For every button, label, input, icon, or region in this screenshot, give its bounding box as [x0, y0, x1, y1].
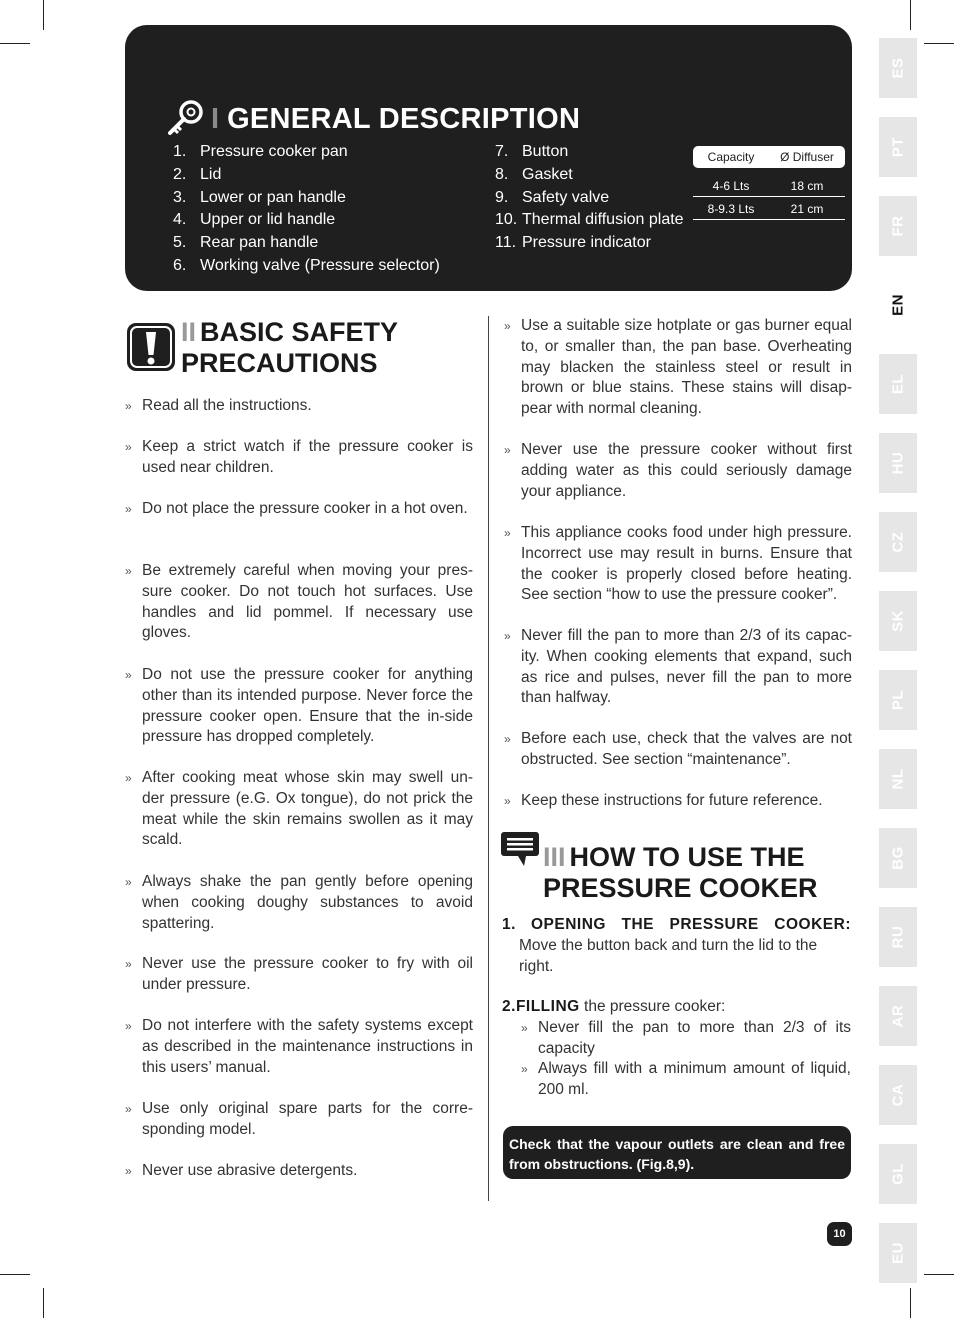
list-item: » Be extremely careful when moving your pres-sure cooker. Do not touch hot surfaces. Use handles and lid pommel. If necessary use gloves.: [125, 562, 473, 642]
language-tab-pt[interactable]: PT: [879, 117, 917, 177]
section-title: HOW TO USE THE: [569, 842, 805, 872]
list-item: 10. Thermal diffusion plate: [495, 211, 684, 229]
table-header: Capacity Ø Diffuser: [693, 146, 845, 168]
language-tab-ru[interactable]: RU: [879, 907, 917, 967]
general-description-panel: [125, 25, 852, 291]
safety-heading: [125, 317, 398, 379]
language-tab-eu[interactable]: EU: [879, 1223, 917, 1283]
section-number: I: [211, 102, 220, 135]
table-row: 4-6 Lts 18 cm: [693, 174, 845, 197]
howto-heading: [500, 830, 818, 904]
section-title: GENERAL DESCRIPTION: [227, 102, 581, 135]
list-item: » This appliance cooks food under high pressure. Incorrect use may result in burns. Ensure that the cooker is properly closed before heating. See section “how to use the pressure cooker”.: [504, 524, 852, 604]
table-row: 8-9.3 Lts 21 cm: [693, 197, 845, 220]
list-item: » Never use the pressure cooker to fry with oil under pressure.: [125, 955, 473, 993]
section-number: II: [181, 317, 197, 347]
key-icon: [165, 99, 205, 139]
language-tab-es[interactable]: ES: [879, 38, 917, 98]
section-title-line2: PRESSURE COOKER: [543, 873, 818, 903]
list-item: » Do not use the pressure cooker for anything other than its intended purpose. Never force the pressure cooker open. Ensure that the in-side pressure has dropped completely.: [125, 666, 473, 746]
step-filling: 2.FILLING the pressure cooker:: [502, 998, 726, 1015]
language-tab-bg[interactable]: BG: [879, 828, 917, 888]
list-item: 7. Button: [495, 143, 569, 160]
list-item: » Never use abrasive detergents.: [125, 1162, 358, 1179]
general-description-heading: [165, 99, 580, 139]
crop-mark: [910, 0, 911, 30]
language-tab-sk[interactable]: SK: [879, 591, 917, 651]
list-item: 1. Pressure cooker pan: [173, 143, 348, 160]
speech-bubble-icon: [500, 830, 540, 868]
parts-list-right: [495, 141, 684, 255]
list-item: » Use only original spare parts for the corre-sponding model.: [125, 1100, 473, 1138]
list-item: » Before each use, check that the valves are not obstructed. See section “maintenance”.: [504, 730, 852, 768]
language-tab-hu[interactable]: HU: [879, 433, 917, 493]
language-tab-en[interactable]: EN: [879, 275, 917, 335]
list-item: 6. Working valve (Pressure selector): [173, 256, 440, 274]
warning-icon: [125, 321, 177, 373]
language-tab-cz[interactable]: CZ: [879, 512, 917, 572]
crop-mark: [924, 1274, 954, 1275]
list-item: » Always shake the pan gently before opening when cooking doughy substances to avoid spattering.: [125, 873, 473, 932]
language-tab-fr[interactable]: FR: [879, 196, 917, 256]
list-item: » Never use the pressure cooker without first adding water as this could seriously damage your appliance.: [504, 441, 852, 500]
section-title: BASIC SAFETY: [200, 317, 399, 347]
list-item: » Never fill the pan to more than 2/3 of its capac-ity. When cooking elements that expand, such as rice and pulses, never fill the pan to more than halfway.: [504, 627, 852, 707]
step-opening: 1. OPENING THE PRESSURE COOKER: Move the button back and turn the lid to the right.: [502, 916, 851, 975]
crop-mark: [910, 1288, 911, 1318]
list-item: 11. Pressure indicator: [495, 234, 651, 252]
list-item: » Keep these instructions for future reference.: [504, 792, 823, 809]
list-item: » Keep a strict watch if the pressure cooker is used near children.: [125, 438, 473, 476]
language-tab-pl[interactable]: PL: [879, 670, 917, 730]
column-divider: [488, 316, 489, 1201]
crop-mark: [43, 0, 44, 30]
list-item: 8. Gasket: [495, 165, 573, 183]
note-box: Check that the vapour outlets are clean and free from obstructions. (Fig.8,9).: [503, 1126, 851, 1179]
section-title-line2: PRECAUTIONS: [181, 348, 378, 378]
list-item: 2. Lid: [173, 165, 222, 183]
language-tab-nl[interactable]: NL: [879, 749, 917, 809]
list-item: » Do not place the pressure cooker in a hot oven.: [125, 500, 468, 517]
list-item: » After cooking meat whose skin may swell un-der pressure (e.G. Ox tongue), do not prick the meat while the skin remains swollen as it may scald.: [125, 769, 473, 849]
crop-mark: [43, 1288, 44, 1318]
capacity-table: [693, 146, 845, 220]
page-number: 10: [827, 1222, 852, 1246]
list-item: » Always fill with a minimum amount of liquid, 200 ml.: [521, 1060, 851, 1098]
list-item: » Do not interfere with the safety systems except as described in the maintenance instructions in this users’ manual.: [125, 1017, 473, 1076]
list-item: » Use a suitable size hotplate or gas burner equal to, or smaller than, the pan base. Overheating may blacken the stainless steel or result in brown or blue stains. These stains will disap-pear with normal cleaning.: [504, 317, 852, 418]
list-item: » Never fill the pan to more than 2/3 of its capacity: [521, 1019, 851, 1057]
crop-mark: [924, 43, 954, 44]
language-tab-el[interactable]: EL: [879, 354, 917, 414]
list-item: » Read all the instructions.: [125, 397, 312, 414]
parts-list-left: [173, 141, 440, 278]
language-tab-ar[interactable]: AR: [879, 986, 917, 1046]
section-number: III: [543, 842, 566, 872]
list-item: 9. Safety valve: [495, 188, 610, 206]
list-item: 4. Upper or lid handle: [173, 211, 336, 229]
crop-mark: [0, 1274, 30, 1275]
list-item: 5. Rear pan handle: [173, 234, 319, 252]
language-tab-gl[interactable]: GL: [879, 1144, 917, 1204]
crop-mark: [0, 43, 30, 44]
language-tab-ca[interactable]: CA: [879, 1065, 917, 1125]
list-item: 3. Lower or pan handle: [173, 188, 346, 206]
